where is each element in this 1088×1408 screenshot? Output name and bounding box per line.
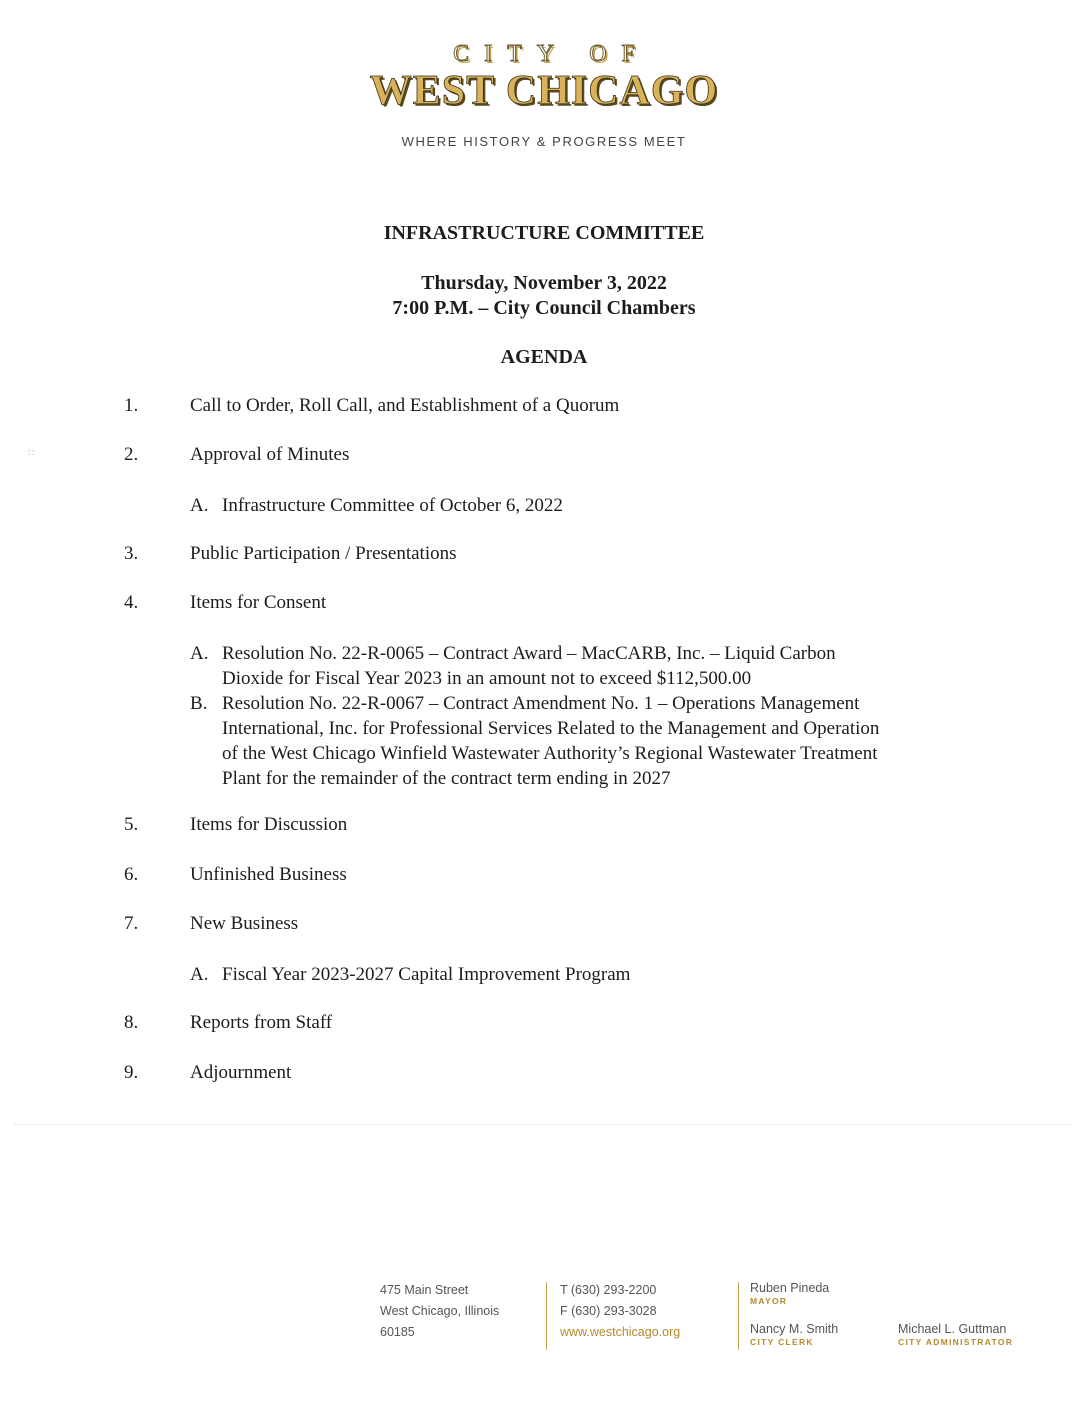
item-number: 7. bbox=[124, 913, 139, 934]
logo-tagline: WHERE HISTORY & PROGRESS MEET bbox=[401, 134, 687, 149]
agenda-item-unfinished-business: Unfinished Business bbox=[190, 864, 347, 885]
address-line: 60185 bbox=[380, 1325, 415, 1339]
item-number: 1. bbox=[124, 395, 139, 416]
subitem-minutes-a bbox=[190, 493, 990, 518]
mayor-title: MAYOR bbox=[750, 1296, 788, 1306]
clerk-name: Nancy M. Smith bbox=[750, 1322, 839, 1336]
subitem-letter: A. bbox=[190, 643, 209, 664]
margin-mark: ∷ bbox=[28, 448, 35, 459]
subitem-consent-a bbox=[190, 641, 990, 691]
subitem-line: International, Inc. for Professional Services Related to the Management and Operation bbox=[222, 718, 880, 739]
agenda-item-public-participation: Public Participation / Presentations bbox=[190, 543, 457, 564]
agenda-item-discussion: Items for Discussion bbox=[190, 814, 348, 835]
subitem-line: Plant for the remainder of the contract term ending in 2027 bbox=[222, 768, 671, 789]
item-number: 6. bbox=[124, 864, 139, 885]
subitem-text: Infrastructure Committee of October 6, 2022 bbox=[222, 495, 563, 516]
agenda-title: AGENDA bbox=[500, 346, 588, 368]
meeting-date: Thursday, November 3, 2022 bbox=[421, 272, 667, 294]
subitem-letter: A. bbox=[190, 495, 209, 516]
subitem-new-business-a bbox=[190, 962, 990, 987]
subitem-line: Resolution No. 22-R-0065 – Contract Award – MacCARB, Inc. – Liquid Carbon bbox=[222, 643, 836, 664]
item-number: 3. bbox=[124, 543, 139, 564]
administrator-title: CITY ADMINISTRATOR bbox=[898, 1337, 1014, 1347]
subitem-line: Dioxide for Fiscal Year 2023 in an amount not to exceed $112,500.00 bbox=[222, 668, 752, 689]
footer-contact bbox=[560, 1280, 680, 1343]
item-number: 9. bbox=[124, 1062, 139, 1083]
page-divider bbox=[14, 1124, 1072, 1125]
subitem-letter: A. bbox=[190, 964, 209, 985]
subitem-consent-b bbox=[190, 691, 990, 791]
fax-number: F (630) 293-3028 bbox=[560, 1304, 657, 1318]
item-number: 2. bbox=[124, 444, 139, 465]
subitem-line: of the West Chicago Winfield Wastewater Authority’s Regional Wastewater Treatment bbox=[222, 743, 878, 764]
phone-number: T (630) 293-2200 bbox=[560, 1283, 657, 1297]
logo-west-chicago: WEST CHICAGO bbox=[369, 68, 719, 114]
meeting-time-place: 7:00 P.M. – City Council Chambers bbox=[392, 297, 696, 319]
footer-officials bbox=[750, 1280, 838, 1348]
committee-title: INFRASTRUCTURE COMMITTEE bbox=[383, 222, 705, 244]
agenda-item-call-to-order: Call to Order, Roll Call, and Establishment of a Quorum bbox=[190, 395, 620, 416]
website-link[interactable]: www.westchicago.org bbox=[560, 1325, 681, 1339]
item-number: 8. bbox=[124, 1012, 139, 1033]
agenda-item-adjournment: Adjournment bbox=[190, 1062, 292, 1083]
agenda-item-approval-of-minutes: Approval of Minutes bbox=[190, 444, 350, 465]
mayor-name: Ruben Pineda bbox=[750, 1281, 830, 1295]
subitem-letter: B. bbox=[190, 693, 208, 714]
address-line: West Chicago, Illinois bbox=[380, 1304, 500, 1318]
agenda-item-consent: Items for Consent bbox=[190, 592, 327, 613]
logo-city-of: CITY OF bbox=[453, 41, 650, 67]
agenda-item-new-business: New Business bbox=[190, 913, 299, 934]
subitem-text: Fiscal Year 2023-2027 Capital Improvement Program bbox=[222, 964, 631, 985]
footer-administrator bbox=[898, 1321, 1013, 1348]
footer-divider bbox=[738, 1282, 739, 1350]
item-number: 4. bbox=[124, 592, 139, 613]
city-logo bbox=[0, 40, 1088, 149]
agenda-item-reports-from-staff: Reports from Staff bbox=[190, 1012, 333, 1033]
administrator-name: Michael L. Guttman bbox=[898, 1322, 1007, 1336]
footer-divider bbox=[546, 1282, 547, 1350]
subitem-line: Resolution No. 22-R-0067 – Contract Amendment No. 1 – Operations Management bbox=[222, 693, 860, 714]
footer-address bbox=[380, 1280, 499, 1343]
address-line: 475 Main Street bbox=[380, 1283, 469, 1297]
item-number: 5. bbox=[124, 814, 139, 835]
clerk-title: CITY CLERK bbox=[750, 1337, 814, 1347]
